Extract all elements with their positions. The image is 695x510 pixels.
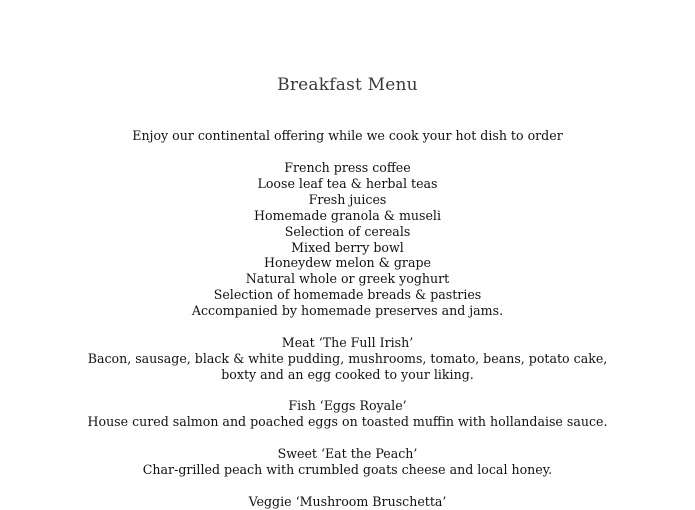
dish-description: Char-grilled peach with crumbled goats cheese and local honey.	[142, 462, 553, 477]
list-item: Honeydew melon & grape	[264, 255, 431, 271]
list-item: Loose leaf tea & herbal teas	[257, 175, 438, 191]
dish-description: House cured salmon and poached eggs on toasted muffin with hollandaise sauce.	[87, 414, 608, 429]
list-item: Selection of cereals	[284, 223, 411, 239]
list-item: Selection of homemade breads & pastries	[213, 287, 482, 303]
dish-title: Veggie ‘Mushroom Bruschetta’	[248, 494, 447, 509]
list-item: Mixed berry bowl	[291, 239, 404, 255]
dish-description: Bacon, sausage, black & white pudding, mushrooms, tomato, beans, potato cake, boxty and an egg cooked to your liking.	[87, 351, 608, 382]
dish-title: Sweet ‘Eat the Peach’	[277, 446, 418, 461]
dish-title: Meat ‘The Full Irish’	[281, 335, 414, 350]
list-item: Natural whole or greek yoghurt	[245, 271, 450, 287]
hot-dish-fish	[0, 398, 695, 430]
list-item: French press coffee	[284, 160, 411, 175]
continental-items-list	[0, 160, 695, 319]
list-item: Homemade granola & museli	[254, 207, 441, 223]
dish-title: Fish ‘Eggs Royale’	[288, 398, 407, 413]
list-item: Fresh juices	[308, 191, 387, 207]
hot-dish-veggie	[0, 494, 695, 510]
menu-title: Breakfast Menu	[277, 75, 418, 95]
list-item: Accompanied by homemade preserves and jams.	[191, 303, 504, 319]
hot-dish-sweet	[0, 446, 695, 478]
menu-intro: Enjoy our continental offering while we cook your hot dish to order	[132, 128, 563, 143]
hot-dish-meat	[0, 335, 695, 383]
